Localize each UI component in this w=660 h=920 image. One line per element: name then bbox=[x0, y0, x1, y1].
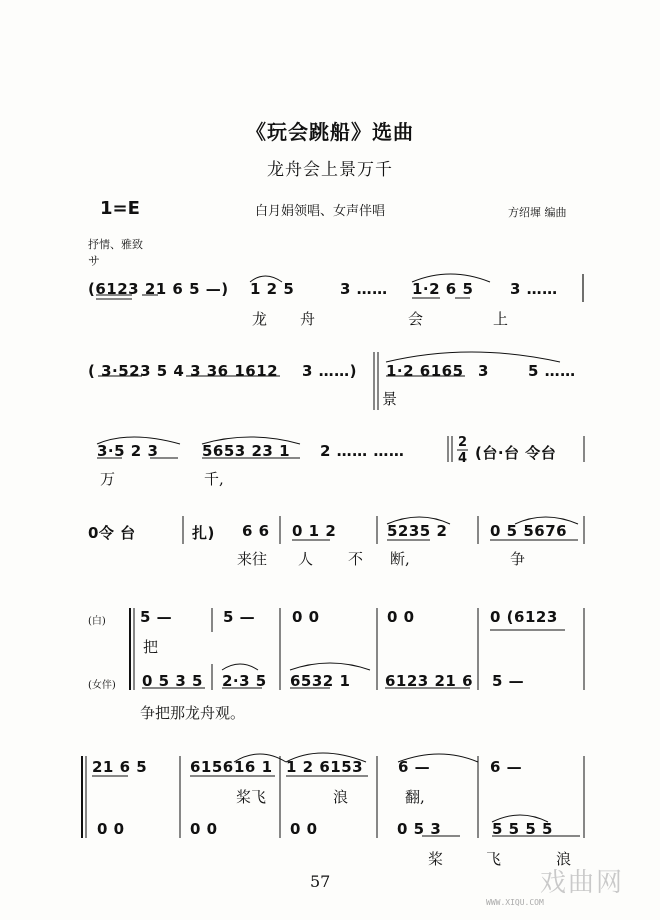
watermark-url: WWW.XIQU.COM bbox=[486, 898, 544, 907]
lyric: 千, bbox=[204, 470, 224, 488]
notation-group: (台·台 令台 bbox=[475, 444, 557, 462]
notation-group: 0 5 3 5 bbox=[142, 672, 203, 690]
notation-group: 3 …… bbox=[340, 280, 388, 298]
time-signature bbox=[457, 435, 468, 466]
notation-group: 扎) bbox=[192, 524, 215, 542]
notation-group: 3·5 2 3 bbox=[97, 442, 159, 460]
lyric: 桨 bbox=[428, 850, 444, 868]
lyric: 争 bbox=[510, 550, 526, 568]
lyric: 不 bbox=[348, 550, 364, 568]
arranger-credit: 方绍墀 编曲 bbox=[508, 206, 567, 219]
lyric: 万 bbox=[100, 470, 116, 488]
lyric: 桨飞 bbox=[236, 788, 267, 806]
svg-text:4: 4 bbox=[458, 451, 468, 466]
notation-group: 6156 bbox=[190, 758, 234, 776]
notation-group: 6123 21 6 bbox=[385, 672, 474, 690]
notation-group: 6 — bbox=[398, 758, 431, 776]
notation-group: 0 5 5676 bbox=[490, 522, 568, 540]
notation-group: 0 0 bbox=[387, 608, 415, 626]
notation-group: 0 0 bbox=[292, 608, 320, 626]
tempo-marking: 抒情、雅致 bbox=[88, 238, 143, 251]
lyric: 翻, bbox=[405, 788, 425, 806]
lyric: 断, bbox=[390, 550, 410, 568]
notation-group: 0 0 bbox=[190, 820, 218, 838]
notation-group: 3 ……) bbox=[302, 362, 358, 380]
lyric: 龙 bbox=[252, 310, 268, 328]
slurs bbox=[97, 274, 578, 822]
notation-group: 0令 台 bbox=[88, 524, 136, 542]
notation-group: (6123 21 6 5 —) bbox=[88, 280, 229, 298]
beams bbox=[92, 295, 580, 836]
key-signature: 1=E bbox=[100, 198, 140, 219]
page-title: 《玩会跳船》选曲 bbox=[246, 120, 414, 144]
notation-group: 0 5 3 bbox=[397, 820, 442, 838]
notation-group: 6532 1 bbox=[290, 672, 351, 690]
notation-group: 5 5 5 5 bbox=[492, 820, 553, 838]
site-watermark: 戏曲网 bbox=[540, 868, 625, 898]
notation-group: 6 — bbox=[490, 758, 523, 776]
lyric: 飞 bbox=[486, 850, 502, 868]
notation-group: 3 bbox=[478, 362, 489, 380]
notation-group: 1 2 5 bbox=[250, 280, 295, 298]
lyric: 上 bbox=[493, 310, 509, 328]
lyric: 浪 bbox=[333, 788, 349, 806]
notation-group: ( 3·523 5 4 3 36 1612 bbox=[88, 362, 279, 380]
notation-group: 0 0 bbox=[290, 820, 318, 838]
notation-group: 1 2 6153 bbox=[286, 758, 364, 776]
lyric: 会 bbox=[408, 310, 424, 328]
notation-group: 16 1 bbox=[234, 758, 273, 776]
lyric: 浪 bbox=[556, 850, 572, 868]
lyric: 把 bbox=[143, 638, 159, 656]
song-subtitle: 龙舟会上景万千 bbox=[267, 160, 393, 180]
lyric: 来往 bbox=[237, 550, 268, 568]
page-number: 57 bbox=[310, 872, 331, 891]
lyric: 舟 bbox=[300, 310, 316, 328]
notation-group: 1·2 6 5 bbox=[412, 280, 474, 298]
lyric: 争把那龙舟观。 bbox=[140, 704, 246, 722]
voice-label: (白) bbox=[88, 616, 106, 627]
notation-group: 5 …… bbox=[528, 362, 576, 380]
notation-group: 0 (6123 bbox=[490, 608, 558, 626]
notation-group: 5 — bbox=[223, 608, 256, 626]
notation-group: 2·3 5 bbox=[222, 672, 267, 690]
notation-group: 1·2 6165 bbox=[386, 362, 464, 380]
voice-label: (女伴) bbox=[88, 680, 116, 691]
notation-group: 0 0 bbox=[97, 820, 125, 838]
notation-group: 0 1 2 bbox=[292, 522, 337, 540]
free-tempo-mark: サ bbox=[88, 254, 101, 268]
notation-group: 5 — bbox=[492, 672, 525, 690]
notation-group: 21 6 5 bbox=[92, 758, 148, 776]
lyric: 景 bbox=[382, 390, 398, 408]
singer-credit: 白月娟领唱、女声伴唱 bbox=[255, 204, 386, 219]
lyric: 人 bbox=[298, 550, 314, 568]
notation-group: 5235 2 bbox=[387, 522, 448, 540]
notation-group: 6 6 bbox=[242, 522, 270, 540]
notation-group: 2 …… …… bbox=[320, 442, 405, 460]
svg-text:2: 2 bbox=[458, 435, 468, 450]
notation-group: 5653 23 1 bbox=[202, 442, 291, 460]
notation-group: 3 …… bbox=[510, 280, 558, 298]
notation-group: 5 — bbox=[140, 608, 173, 626]
